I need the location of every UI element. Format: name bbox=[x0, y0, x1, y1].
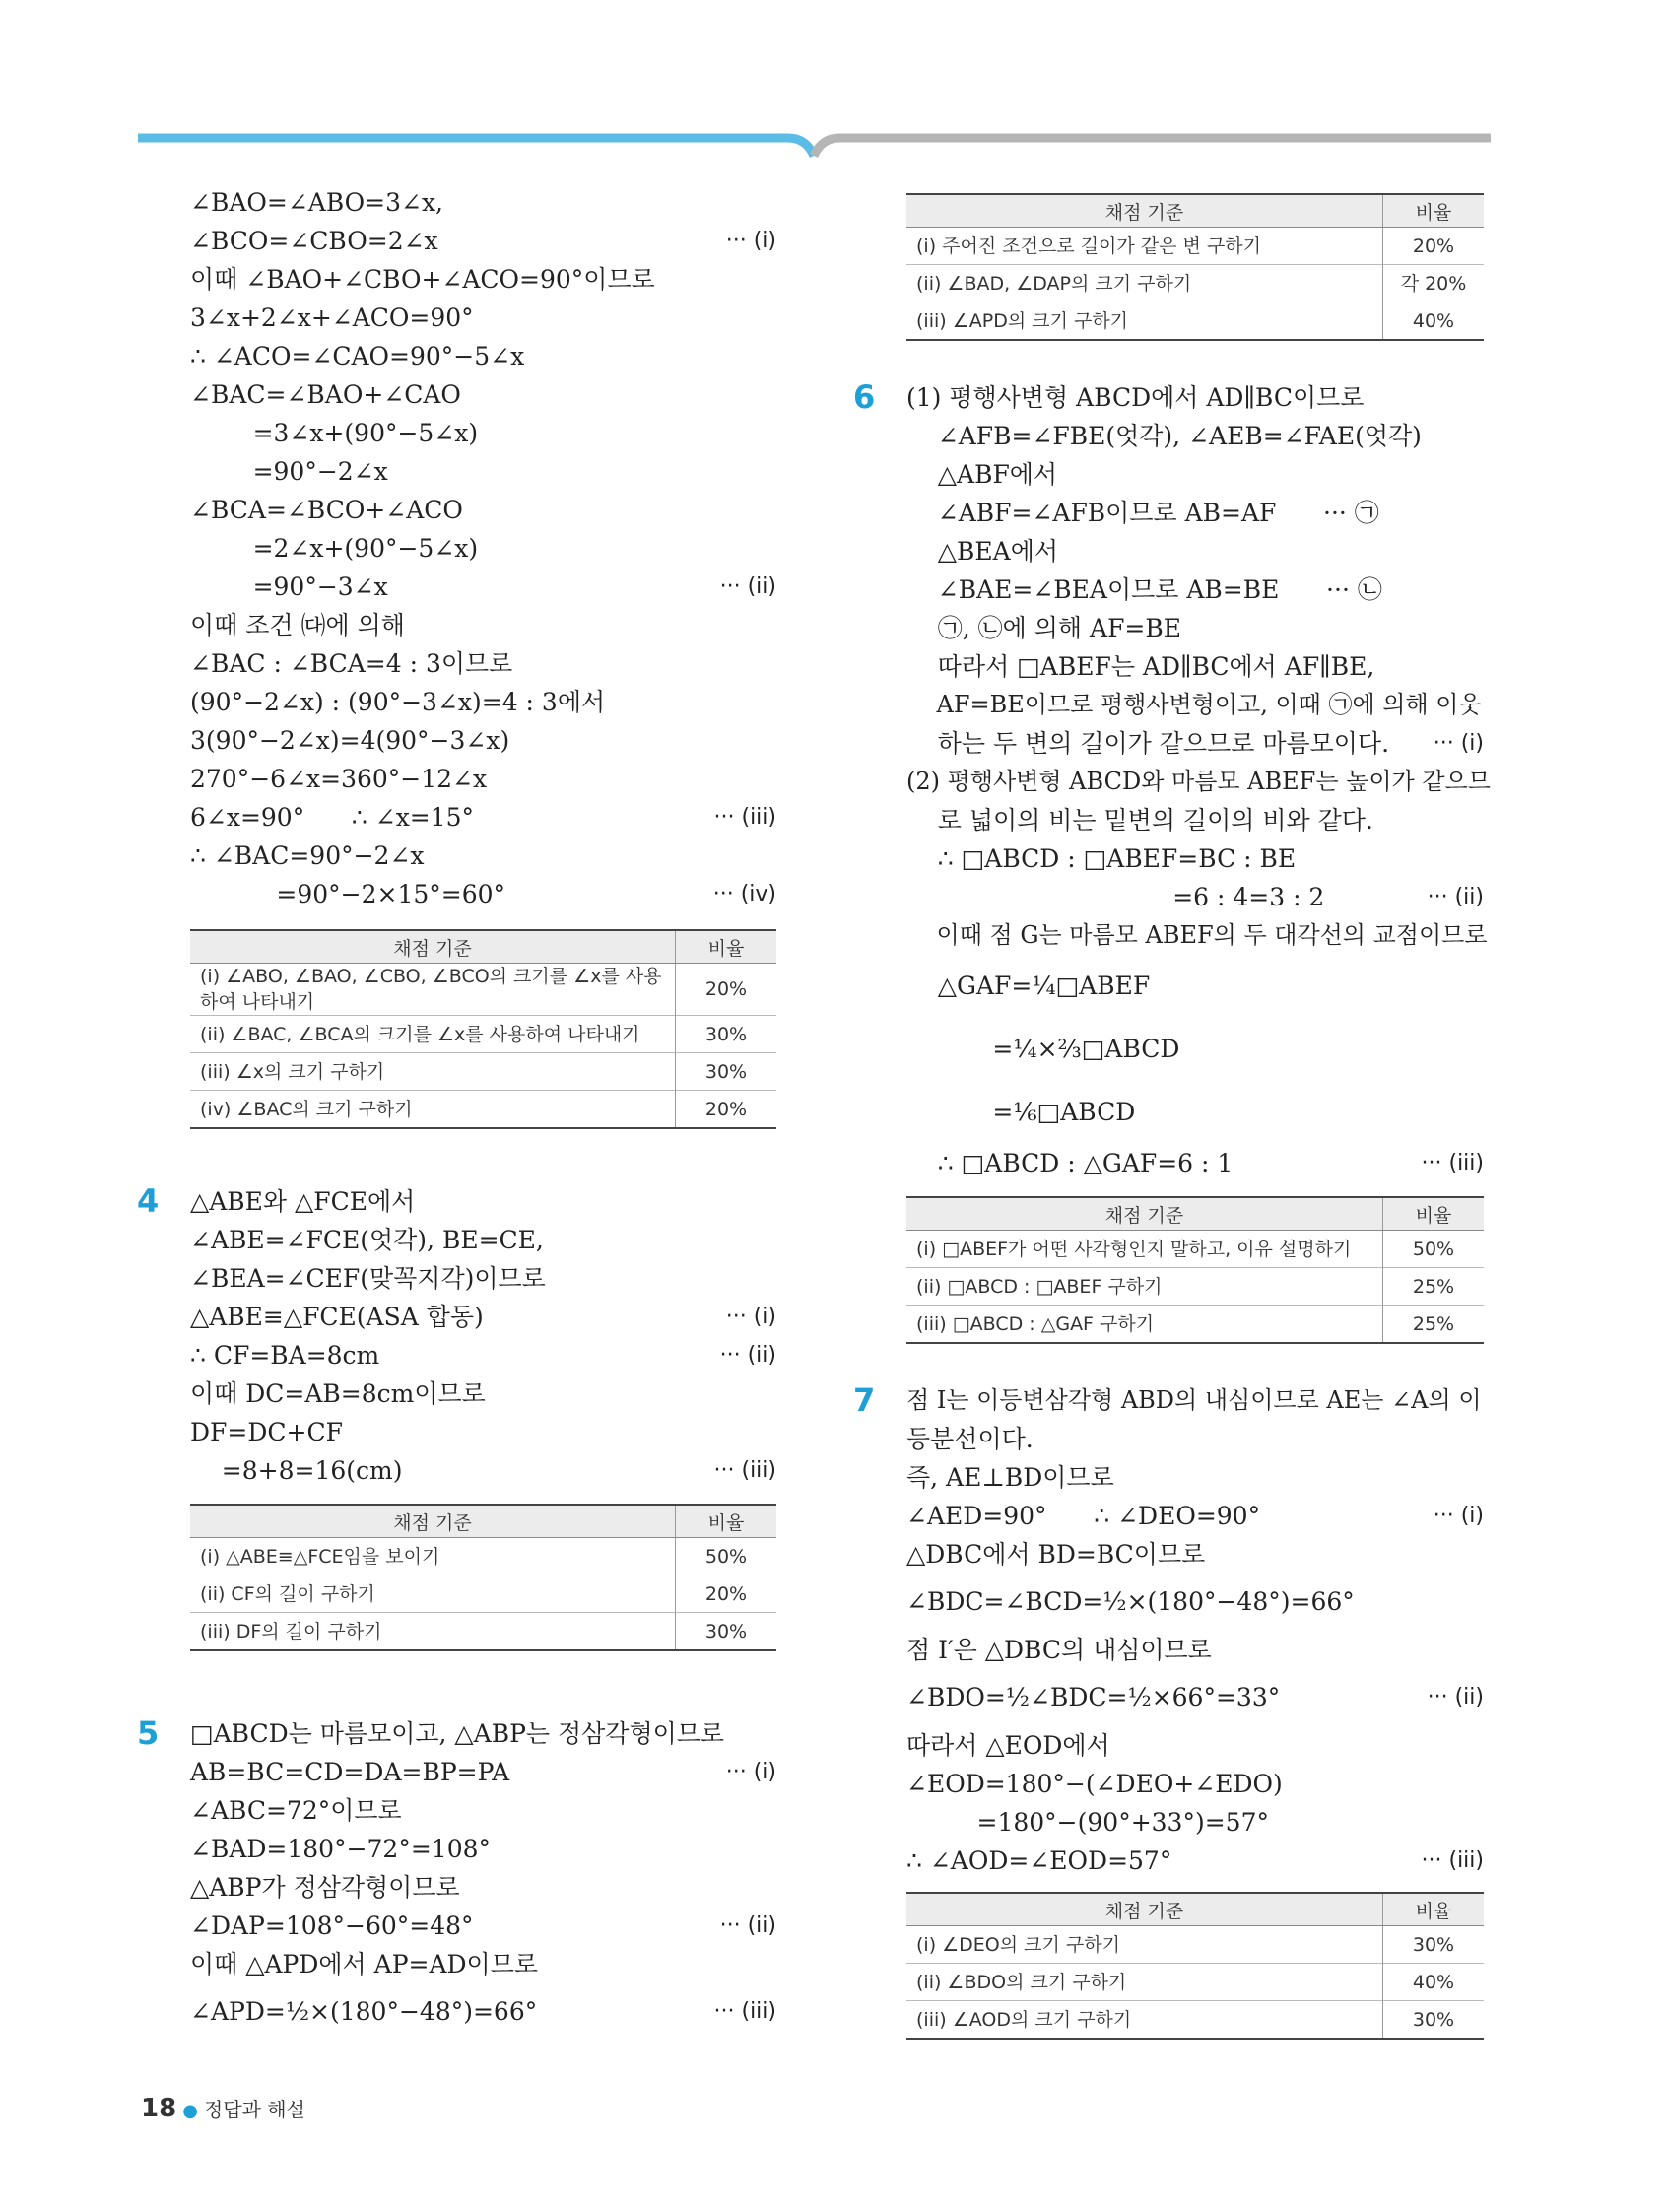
solution-line: □ABCD는 마름모이고, △ABP는 정삼각형이므로 bbox=[190, 1719, 725, 1748]
solution-line: 이때 조건 ㈐에 의해 bbox=[190, 611, 405, 639]
table-row: (iii) DF의 길이 구하기 30% bbox=[190, 1613, 776, 1651]
solution-line: ∠BEA=∠CEF(맞꼭지각)이므로 bbox=[190, 1264, 546, 1293]
solution-line: ∠APD=½×(180°−48°)=66° ··· (iii) bbox=[190, 1997, 776, 2026]
solution-line: ∠BCA=∠BCO+∠ACO bbox=[190, 496, 463, 524]
table-row: (ii) ∠BDO의 크기 구하기 40% bbox=[906, 1964, 1484, 2001]
solution-line: 등분선이다. bbox=[906, 1425, 1034, 1453]
table-header: 비율 bbox=[1383, 1893, 1485, 1926]
solution-line: ∠BDO=½∠BDC=½×66°=33° ··· (ii) bbox=[906, 1683, 1484, 1711]
solution-line: ∠BAC : ∠BCA=4 : 3이므로 bbox=[190, 649, 513, 678]
solution-line: △GAF=¼□ABEF bbox=[906, 972, 1151, 1000]
table-header: 채점 기준 bbox=[906, 194, 1383, 228]
problem-number: 4 bbox=[137, 1182, 160, 1220]
table-row: (i) △ABE≡△FCE임을 보이기 50% bbox=[190, 1538, 776, 1575]
solution-line: =8+8=16(cm) ··· (iii) bbox=[190, 1456, 776, 1485]
solution-line: AF=BE이므로 평행사변형이고, 이때 ㉠에 의해 이웃 bbox=[906, 691, 1482, 718]
table-row: (iii) □ABCD : △GAF 구하기 25% bbox=[906, 1306, 1484, 1344]
solution-line: =2∠x+(90°−5∠x) bbox=[190, 534, 479, 563]
solution-line: 3(90°−2∠x)=4(90°−3∠x) bbox=[190, 726, 510, 755]
table-header: 비율 bbox=[676, 1505, 777, 1538]
solution-line: ∠AED=90° ∴ ∠DEO=90° ··· (i) bbox=[906, 1502, 1484, 1530]
table-row: (ii) □ABCD : □ABEF 구하기 25% bbox=[906, 1268, 1484, 1306]
problem-number: 5 bbox=[137, 1714, 160, 1752]
solution-line: △DBC에서 BD=BC이므로 bbox=[906, 1540, 1206, 1569]
solution-line: △BEA에서 bbox=[906, 537, 1058, 566]
table-header: 채점 기준 bbox=[190, 930, 676, 964]
solution-line: 이때 점 G는 마름모 ABEF의 두 대각선의 교점이므로 bbox=[906, 921, 1488, 949]
solution-line: △ABE와 △FCE에서 bbox=[190, 1187, 416, 1216]
solution-line: =90°−2×15°=60° ··· (iv) bbox=[190, 880, 776, 908]
header-decoration-bar bbox=[0, 132, 1668, 162]
solution-line: ∠BAD=180°−72°=108° bbox=[190, 1835, 492, 1863]
table-row: (i) □ABEF가 어떤 사각형인지 말하고, 이유 설명하기 50% bbox=[906, 1231, 1484, 1268]
table-row: (iii) ∠x의 크기 구하기 30% bbox=[190, 1053, 776, 1091]
page-footer bbox=[141, 2094, 305, 2123]
table-row: (ii) CF의 길이 구하기 20% bbox=[190, 1575, 776, 1613]
solution-line: ∠EOD=180°−(∠DEO+∠EDO) bbox=[906, 1770, 1283, 1798]
solution-line: =180°−(90°+33°)=57° bbox=[906, 1808, 1269, 1837]
table-row: (i) ∠DEO의 크기 구하기 30% bbox=[906, 1926, 1484, 1964]
problem-7 bbox=[853, 1381, 1484, 2040]
solution-line: 즉, AE⊥BD이므로 bbox=[906, 1463, 1114, 1492]
problem-number: 7 bbox=[853, 1381, 876, 1419]
solution-line: =¼×⅔□ABCD bbox=[906, 1035, 1180, 1063]
solution-line: ∴ ∠AOD=∠EOD=57° ··· (iii) bbox=[906, 1846, 1484, 1875]
solution-line: ∠BAC=∠BAO+∠CAO bbox=[190, 380, 461, 409]
solution-line: 로 넓이의 비는 밑변의 길이의 비와 같다. bbox=[906, 806, 1373, 835]
solution-line: △ABE≡△FCE(ASA 합동) ··· (i) bbox=[190, 1303, 776, 1331]
scoring-table bbox=[190, 929, 776, 1129]
solution-line: 3∠x+2∠x+∠ACO=90° bbox=[190, 303, 474, 332]
solution-line: 6∠x=90° ∴ ∠x=15° ··· (iii) bbox=[190, 803, 776, 832]
solution-line: (90°−2∠x) : (90°−3∠x)=4 : 3에서 bbox=[190, 688, 606, 716]
table-header: 비율 bbox=[1383, 1197, 1485, 1231]
problem-number: 6 bbox=[853, 378, 876, 416]
solution-line: ∴ ∠BAC=90°−2∠x bbox=[190, 841, 425, 870]
solution-line: AB=BC=CD=DA=BP=PA ··· (i) bbox=[190, 1758, 776, 1786]
scoring-table bbox=[906, 1196, 1484, 1344]
solution-line: ∠ABE=∠FCE(엇각), BE=CE, bbox=[190, 1226, 544, 1254]
solution-line: ∠DAP=108°−60°=48° ··· (ii) bbox=[190, 1911, 776, 1940]
solution-line: ∠BDC=∠BCD=½×(180°−48°)=66° bbox=[906, 1587, 1355, 1616]
table-row: (iii) ∠AOD의 크기 구하기 30% bbox=[906, 2001, 1484, 2040]
solution-line: =90°−3∠x ··· (ii) bbox=[190, 572, 776, 601]
problem-4 bbox=[137, 1182, 776, 1651]
solution-line: ∠BAO=∠ABO=3∠x, bbox=[190, 188, 443, 217]
solution-line: ∴ ∠ACO=∠CAO=90°−5∠x bbox=[190, 342, 525, 370]
bullet-icon: ● bbox=[182, 2101, 198, 2121]
solution-line: ∴ □ABCD : △GAF=6 : 1 ··· (iii) bbox=[906, 1149, 1484, 1177]
problem-5 bbox=[137, 1714, 776, 2041]
solution-line: =3∠x+(90°−5∠x) bbox=[190, 419, 479, 447]
solution-line: 이때 ∠BAO+∠CBO+∠ACO=90°이므로 bbox=[190, 265, 655, 294]
solution-line: ∠BCO=∠CBO=2∠x ··· (i) bbox=[190, 227, 776, 255]
solution-line: △ABF에서 bbox=[906, 460, 1058, 489]
solution-line: ∠ABC=72°이므로 bbox=[190, 1796, 402, 1825]
solution-line: 이때 △APD에서 AP=AD이므로 bbox=[190, 1950, 539, 1978]
solution-line: 따라서 △EOD에서 bbox=[906, 1731, 1110, 1760]
solution-line: ∴ CF=BA=8cm ··· (ii) bbox=[190, 1341, 776, 1370]
right-column bbox=[853, 193, 1491, 2040]
table-row: (i) ∠ABO, ∠BAO, ∠CBO, ∠BCO의 크기를 ∠x를 사용하여 나타내기 20% bbox=[190, 964, 776, 1016]
solution-line: =90°−2∠x bbox=[190, 457, 388, 486]
table-row: (iv) ∠BAC의 크기 구하기 20% bbox=[190, 1091, 776, 1129]
table-row: (ii) ∠BAD, ∠DAP의 크기 구하기 각 20% bbox=[906, 265, 1484, 302]
solution-line: DF=DC+CF bbox=[190, 1418, 343, 1446]
table-header: 채점 기준 bbox=[190, 1505, 676, 1538]
solution-line: 따라서 □ABEF는 AD∥BC에서 AF∥BE, bbox=[906, 652, 1375, 681]
solution-line: =6 : 4=3 : 2 ··· (ii) bbox=[906, 883, 1484, 911]
solution-line: (1) 평행사변형 ABCD에서 AD∥BC이므로 bbox=[906, 383, 1365, 412]
solution-line: 하는 두 변의 길이가 같으므로 마름모이다. ··· (i) bbox=[906, 729, 1484, 758]
table-header: 비율 bbox=[676, 930, 777, 964]
solution-line: △ABP가 정삼각형이므로 bbox=[190, 1873, 460, 1902]
table-row: (ii) ∠BAC, ∠BCA의 크기를 ∠x를 사용하여 나타내기 30% bbox=[190, 1016, 776, 1053]
scoring-table bbox=[190, 1504, 776, 1651]
solution-line: =⅙□ABCD bbox=[906, 1098, 1136, 1126]
solution-line: 270°−6∠x=360°−12∠x bbox=[190, 765, 488, 793]
solution-line: ∴ □ABCD : □ABEF=BC : BE bbox=[906, 844, 1297, 873]
scoring-table bbox=[906, 193, 1484, 341]
solution-line: ∠BAE=∠BEA이므로 AB=BE ··· ㉡ bbox=[906, 575, 1382, 604]
solution-line: ㉠, ㉡에 의해 AF=BE bbox=[906, 614, 1181, 642]
solution-line: ∠AFB=∠FBE(엇각), ∠AEB=∠FAE(엇각) bbox=[906, 422, 1422, 450]
left-column bbox=[137, 183, 776, 2041]
scoring-table bbox=[906, 1892, 1484, 2040]
footer-label: 정답과 해설 bbox=[203, 2098, 305, 2121]
table-row: (iii) ∠APD의 크기 구하기 40% bbox=[906, 302, 1484, 341]
page-number: 18 bbox=[141, 2094, 177, 2123]
problem-6 bbox=[853, 378, 1491, 1344]
table-header: 채점 기준 bbox=[906, 1197, 1383, 1231]
solution-line: (2) 평행사변형 ABCD와 마름모 ABEF는 높이가 같으므 bbox=[906, 768, 1491, 795]
solution-line: ∠ABF=∠AFB이므로 AB=AF ··· ㉠ bbox=[906, 499, 1379, 527]
table-row: (i) 주어진 조건으로 길이가 같은 변 구하기 20% bbox=[906, 228, 1484, 265]
solution-line: 이때 DC=AB=8cm이므로 bbox=[190, 1379, 486, 1408]
table-header: 채점 기준 bbox=[906, 1893, 1383, 1926]
problem3-continuation bbox=[190, 183, 776, 913]
solution-line: 점 I′은 △DBC의 내심이므로 bbox=[906, 1636, 1212, 1664]
table-header: 비율 bbox=[1383, 194, 1485, 228]
solution-line: 점 I는 이등변삼각형 ABD의 내심이므로 AE는 ∠A의 이 bbox=[906, 1386, 1482, 1414]
